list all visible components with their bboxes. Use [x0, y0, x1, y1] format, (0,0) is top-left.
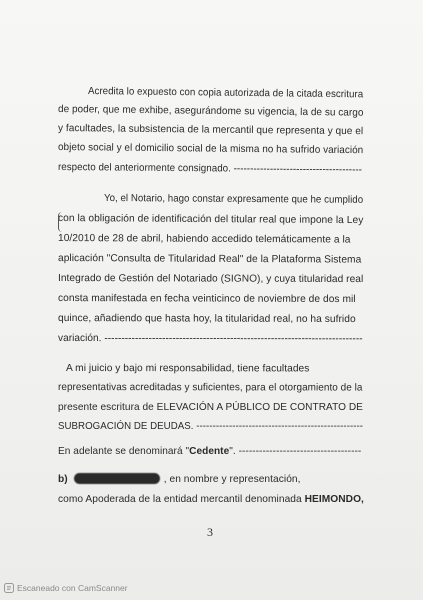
- line-text: b): [58, 474, 68, 485]
- line-text: , en nombre y representación,: [163, 474, 301, 485]
- line-text: Integrado de Gestión del Notariado (SIGNO), y cuya titularidad real: [57, 273, 364, 286]
- line-text: Cedente: [189, 446, 230, 457]
- document-line: [57, 142, 364, 157]
- line-text: consta manifestada en fecha veinticinco de noviembre de dos mil: [57, 293, 356, 306]
- document-line: [58, 494, 364, 506]
- page-number: 3: [207, 525, 213, 539]
- line-text: A mi juicio y bajo mi responsabilidad, tiene facultades: [65, 363, 310, 375]
- document-line: [58, 402, 363, 414]
- line-text: SUBROGACIÓN DE DEUDAS. ---------------------------------------------------: [58, 421, 364, 432]
- line-text: representativas acreditadas y suficientes, para el otorgamiento de la: [57, 382, 363, 394]
- line-text: presente escritura de ELEVACIÓN A PÚBLICO DE CONTRATO DE: [58, 402, 363, 413]
- document-line: [58, 473, 364, 486]
- document-line: [58, 253, 363, 267]
- line-text: ". ------------------------------------: [229, 446, 362, 457]
- line-text: con la obligación de identificación del titular real que impone la Ley: [57, 213, 364, 227]
- line-text: respecto del anteriormente consignado. ---------------------------------------: [57, 162, 363, 176]
- line-text: HEIMONDO,: [304, 494, 364, 505]
- line-text: y facultades, la subsistencia de la mercantil que representa y que el: [57, 123, 364, 138]
- line-text: 10/2010 de 28 de abril, habiendo accedido telemáticamente a la: [57, 233, 351, 246]
- line-text: como Apoderada de la entidad mercantil denominada: [58, 494, 305, 505]
- scanner-watermark: [4, 583, 128, 593]
- document-line: [57, 123, 364, 138]
- document-line: [57, 333, 363, 346]
- camscanner-icon: [4, 583, 14, 593]
- document-line: [58, 421, 364, 433]
- document-line: [58, 313, 363, 326]
- line-text: quince, añadiendo que hasta hoy, la titularidad real, no ha sufrido: [57, 313, 356, 326]
- document-line: [57, 382, 363, 395]
- document-line: [58, 273, 362, 286]
- document-line: [58, 446, 362, 458]
- redacted-name: [74, 473, 160, 484]
- document-line: [66, 363, 363, 376]
- line-text: Acredita lo expuesto con copia autorizada de la citada escritura: [87, 86, 364, 101]
- line-text: objeto social y el domicilio social de la misma no ha sufrido variación: [57, 142, 364, 157]
- document-line: [58, 293, 363, 306]
- line-text: de poder, que me exhibe, asegurándome su vigencia, la de su cargo: [57, 104, 364, 119]
- document-line: [87, 86, 364, 101]
- document-line: [57, 162, 363, 177]
- line-text: variación. ----------------------------------------------------------------------------: [57, 333, 363, 345]
- line-text: aplicación "Consulta de Titularidad Real" de la Plataforma Sistema: [57, 253, 362, 266]
- margin-pen-mark: [58, 212, 65, 232]
- scanner-watermark-text: Escaneado con CamScanner: [17, 583, 128, 593]
- document-line: [103, 193, 364, 207]
- document-line: [58, 213, 363, 227]
- document-line: [57, 104, 364, 120]
- document-line: [58, 233, 363, 247]
- line-text: Yo, el Notario, hago constar expresamente que he cumplido: [103, 193, 364, 206]
- line-text: En adelante se denominará ": [58, 446, 190, 457]
